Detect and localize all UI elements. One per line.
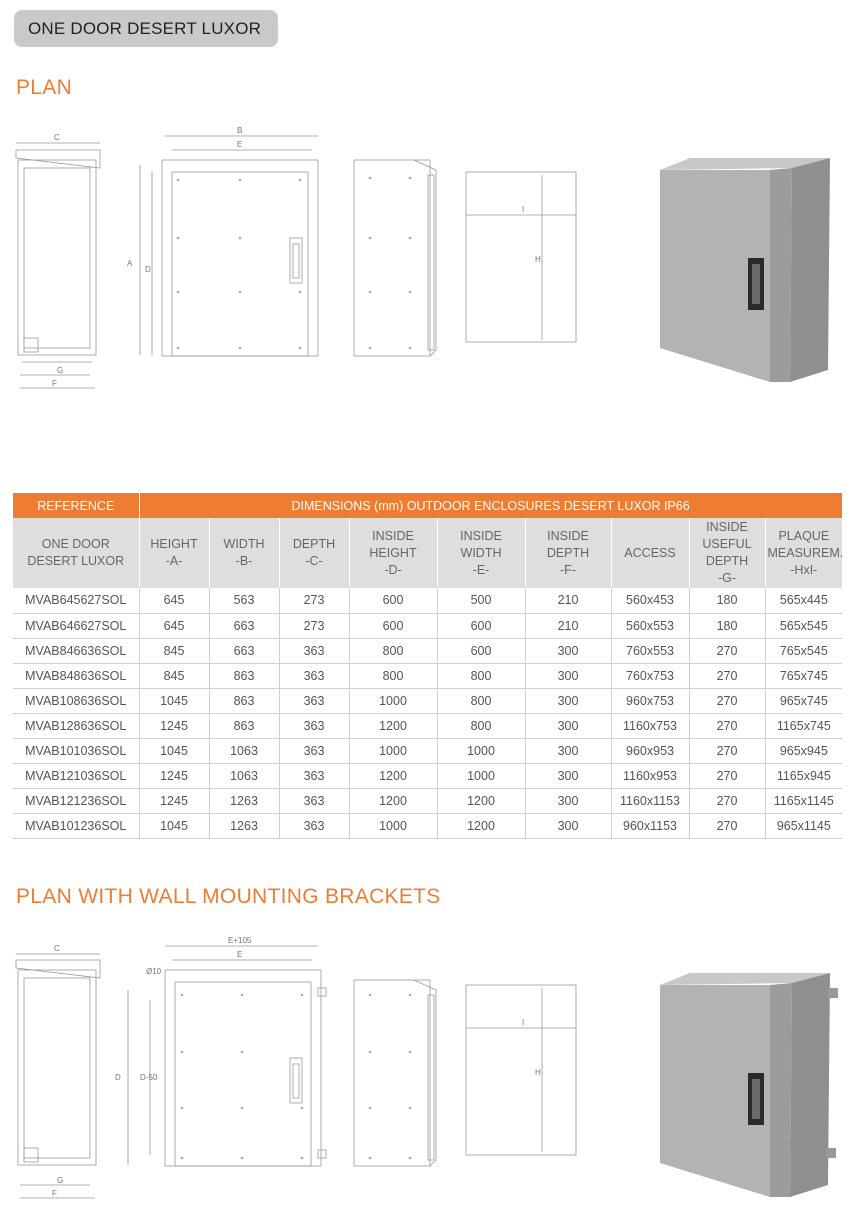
table-row <box>13 763 842 788</box>
table-row <box>13 663 842 688</box>
column-header-line: DESERT LUXOR <box>27 554 125 568</box>
value-cell: 1200 <box>349 788 437 813</box>
label-e: E <box>237 140 243 149</box>
label-c-2: C <box>54 944 60 953</box>
column-header-line: -C- <box>305 554 323 568</box>
label-g: G <box>57 366 64 375</box>
table-header-row <box>13 518 842 588</box>
value-cell: 270 <box>689 663 765 688</box>
value-cell: 1245 <box>139 788 209 813</box>
value-cell: 210 <box>525 613 611 638</box>
column-header-line: HEIGHT <box>369 545 417 560</box>
value-cell: 1000 <box>437 738 525 763</box>
table-row <box>13 588 842 613</box>
value-cell: 180 <box>689 588 765 613</box>
label-b: B <box>237 126 243 135</box>
value-cell: 960x1153 <box>611 813 689 838</box>
reference-cell: MVAB645627SOL <box>13 588 139 613</box>
bracket-side-view-drawing <box>16 954 100 1198</box>
value-cell: 1200 <box>349 763 437 788</box>
value-cell: 965x745 <box>765 688 842 713</box>
column-header <box>349 518 437 588</box>
page-title: ONE DOOR DESERT LUXOR <box>14 10 278 47</box>
dimensions-table <box>13 493 843 839</box>
column-header-line: -HxI- <box>790 562 818 577</box>
column-header-line: MEASUREM. <box>767 545 844 560</box>
value-cell: 270 <box>689 763 765 788</box>
value-cell: 363 <box>279 813 349 838</box>
value-cell: 363 <box>279 788 349 813</box>
value-cell: 760x553 <box>611 638 689 663</box>
section-heading-plan: PLAN <box>16 76 73 99</box>
column-header-line: INSIDE <box>706 520 748 534</box>
table-row <box>13 688 842 713</box>
reference-cell: MVAB846636SOL <box>13 638 139 663</box>
column-header-line: -D- <box>384 562 402 577</box>
enclosure-render <box>660 158 830 382</box>
value-cell: 270 <box>689 688 765 713</box>
table-row <box>13 613 842 638</box>
reference-cell: MVAB108636SOL <box>13 688 139 713</box>
value-cell: 1063 <box>209 763 279 788</box>
value-cell: 180 <box>689 613 765 638</box>
value-cell: 560x553 <box>611 613 689 638</box>
value-cell: 270 <box>689 738 765 763</box>
value-cell: 800 <box>437 663 525 688</box>
label-e-plus: E+105 <box>228 936 252 945</box>
table-body <box>13 588 842 838</box>
column-header-line: -F- <box>560 562 576 577</box>
value-cell: 565x545 <box>765 613 842 638</box>
column-header-line: ONE DOOR <box>41 537 110 551</box>
column-header <box>437 518 525 588</box>
label-d: D <box>145 265 151 274</box>
value-cell: 500 <box>437 588 525 613</box>
value-cell: 1245 <box>139 713 209 738</box>
label-a: A <box>127 259 133 268</box>
column-header-line: PLAQUE <box>778 528 830 543</box>
value-cell: 1160x753 <box>611 713 689 738</box>
value-cell: 270 <box>689 813 765 838</box>
value-cell: 965x945 <box>765 738 842 763</box>
value-cell: 1000 <box>437 763 525 788</box>
value-cell: 1000 <box>349 688 437 713</box>
value-cell: 1200 <box>437 788 525 813</box>
value-cell: 600 <box>437 638 525 663</box>
label-d-minus: D-50 <box>140 1073 158 1082</box>
label-e-2: E <box>237 950 243 959</box>
value-cell: 800 <box>437 688 525 713</box>
column-header-line: DEPTH <box>705 554 749 568</box>
group-dimensions: DIMENSIONS (mm) OUTDOOR ENCLOSURES DESERT LUXOR IP66 <box>139 493 842 518</box>
value-cell: 1263 <box>209 788 279 813</box>
door-view-drawing <box>354 160 436 356</box>
value-cell: 1045 <box>139 688 209 713</box>
value-cell: 863 <box>209 713 279 738</box>
bracket-plan-drawings <box>0 930 862 1220</box>
column-header-line: USEFUL <box>702 537 752 551</box>
value-cell: 1165x1145 <box>765 788 842 813</box>
column-header-line: -E- <box>472 562 490 577</box>
value-cell: 563 <box>209 588 279 613</box>
reference-cell: MVAB646627SOL <box>13 613 139 638</box>
column-header <box>525 518 611 588</box>
bracket-mounting-plate-drawing <box>466 985 576 1155</box>
value-cell: 1200 <box>437 813 525 838</box>
value-cell: 300 <box>525 738 611 763</box>
value-cell: 800 <box>437 713 525 738</box>
table-row <box>13 813 842 838</box>
label-h: H <box>535 255 541 264</box>
value-cell: 1245 <box>139 763 209 788</box>
value-cell: 600 <box>349 588 437 613</box>
label-f-2: F <box>52 1189 57 1198</box>
value-cell: 565x445 <box>765 588 842 613</box>
column-header <box>765 518 842 588</box>
column-header-line: DEPTH <box>292 537 336 551</box>
value-cell: 645 <box>139 588 209 613</box>
value-cell: 300 <box>525 663 611 688</box>
value-cell: 363 <box>279 638 349 663</box>
label-hole: Ø10 <box>146 967 162 976</box>
value-cell: 300 <box>525 813 611 838</box>
value-cell: 363 <box>279 763 349 788</box>
reference-cell: MVAB121036SOL <box>13 763 139 788</box>
table-row <box>13 788 842 813</box>
label-h-2: H <box>535 1068 541 1077</box>
value-cell: 300 <box>525 713 611 738</box>
table-row <box>13 738 842 763</box>
column-header-line: WIDTH <box>223 537 265 551</box>
value-cell: 600 <box>349 613 437 638</box>
value-cell: 1063 <box>209 738 279 763</box>
bracket-door-view-drawing <box>354 980 436 1166</box>
column-header-line: WIDTH <box>460 545 502 560</box>
section-heading-plan-brackets: PLAN WITH WALL MOUNTING BRACKETS <box>16 885 441 908</box>
value-cell: 363 <box>279 663 349 688</box>
bracket-front-view-drawing <box>128 946 326 1166</box>
value-cell: 1045 <box>139 738 209 763</box>
column-header <box>209 518 279 588</box>
column-header-line: INSIDE <box>460 528 502 543</box>
value-cell: 645 <box>139 613 209 638</box>
value-cell: 1160x1153 <box>611 788 689 813</box>
column-header <box>279 518 349 588</box>
value-cell: 300 <box>525 688 611 713</box>
value-cell: 1165x945 <box>765 763 842 788</box>
value-cell: 663 <box>209 613 279 638</box>
value-cell: 1160x953 <box>611 763 689 788</box>
value-cell: 663 <box>209 638 279 663</box>
column-header <box>611 518 689 588</box>
column-header-line: -A- <box>165 554 183 568</box>
value-cell: 300 <box>525 763 611 788</box>
reference-cell: MVAB101236SOL <box>13 813 139 838</box>
value-cell: 765x545 <box>765 638 842 663</box>
value-cell: 800 <box>349 663 437 688</box>
table-row <box>13 713 842 738</box>
reference-cell: MVAB121236SOL <box>13 788 139 813</box>
value-cell: 800 <box>349 638 437 663</box>
value-cell: 863 <box>209 663 279 688</box>
value-cell: 845 <box>139 638 209 663</box>
column-header <box>13 518 139 588</box>
column-header-line: DEPTH <box>546 545 590 560</box>
label-g-2: G <box>57 1176 64 1185</box>
value-cell: 1200 <box>349 713 437 738</box>
value-cell: 600 <box>437 613 525 638</box>
label-i: I <box>522 205 525 214</box>
value-cell: 270 <box>689 713 765 738</box>
value-cell: 845 <box>139 663 209 688</box>
column-header-line: INSIDE <box>547 528 589 543</box>
value-cell: 300 <box>525 638 611 663</box>
value-cell: 273 <box>279 588 349 613</box>
front-view-drawing <box>140 136 318 356</box>
group-reference: REFERENCE <box>13 493 139 518</box>
value-cell: 760x753 <box>611 663 689 688</box>
column-header-line: ACCESS <box>624 545 676 560</box>
value-cell: 1263 <box>209 813 279 838</box>
column-header-line: -B- <box>235 554 253 568</box>
label-d-2: D <box>115 1073 121 1082</box>
mounting-plate-drawing <box>466 172 576 342</box>
value-cell: 1000 <box>349 813 437 838</box>
reference-cell: MVAB101036SOL <box>13 738 139 763</box>
value-cell: 363 <box>279 738 349 763</box>
label-i-2: I <box>522 1018 525 1027</box>
column-header <box>689 518 765 588</box>
value-cell: 1045 <box>139 813 209 838</box>
value-cell: 560x453 <box>611 588 689 613</box>
value-cell: 210 <box>525 588 611 613</box>
value-cell: 300 <box>525 788 611 813</box>
value-cell: 1165x745 <box>765 713 842 738</box>
bracket-enclosure-render <box>660 973 838 1197</box>
value-cell: 270 <box>689 788 765 813</box>
value-cell: 965x1145 <box>765 813 842 838</box>
label-f: F <box>52 379 57 388</box>
value-cell: 270 <box>689 638 765 663</box>
side-view-drawing <box>16 143 100 388</box>
label-c: C <box>54 133 60 142</box>
column-header <box>139 518 209 588</box>
reference-cell: MVAB128636SOL <box>13 713 139 738</box>
column-header-line: INSIDE <box>372 528 414 543</box>
column-header-line: -G- <box>717 571 737 585</box>
value-cell: 765x745 <box>765 663 842 688</box>
reference-cell: MVAB848636SOL <box>13 663 139 688</box>
value-cell: 1000 <box>349 738 437 763</box>
column-header-line: HEIGHT <box>150 537 198 551</box>
value-cell: 363 <box>279 713 349 738</box>
value-cell: 960x753 <box>611 688 689 713</box>
value-cell: 363 <box>279 688 349 713</box>
table-row <box>13 638 842 663</box>
plan-drawings <box>0 120 862 420</box>
value-cell: 960x953 <box>611 738 689 763</box>
value-cell: 863 <box>209 688 279 713</box>
value-cell: 273 <box>279 613 349 638</box>
